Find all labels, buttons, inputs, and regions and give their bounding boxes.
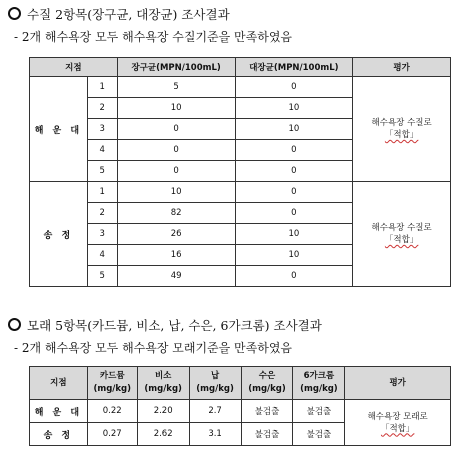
- header-arsenic-label: 비소: [154, 371, 172, 381]
- header-site: 지점: [30, 367, 88, 400]
- ecoli-value: 10: [235, 224, 353, 245]
- evaluation-cell: [353, 182, 451, 287]
- header-arsenic-unit: (mg/kg): [144, 384, 182, 394]
- ecoli-value: 10: [235, 245, 353, 266]
- station-no: 1: [87, 182, 117, 203]
- evaluation-cell: [353, 77, 451, 182]
- header-cadmium-unit: (mg/kg): [93, 384, 132, 394]
- ecoli-value: 0: [235, 182, 353, 203]
- evaluation-text: 해수욕장 수질로: [371, 223, 432, 233]
- table-header-row: [30, 367, 451, 400]
- header-mercury-label: 수은: [258, 371, 276, 381]
- lead-value: 3.1: [189, 423, 241, 446]
- header-mercury-unit: (mg/kg): [248, 384, 286, 394]
- station-no: 3: [87, 119, 117, 140]
- ecoli-value: 0: [235, 140, 353, 161]
- table-row: [30, 400, 451, 423]
- evaluation-result: 「적합」: [380, 423, 415, 434]
- site-name: 해 운 대: [30, 77, 88, 182]
- ecoli-value: 0: [235, 266, 353, 287]
- station-no: 1: [87, 77, 117, 98]
- header-lead: [189, 367, 241, 400]
- site-name: 송 정: [30, 182, 88, 287]
- station-no: 2: [87, 203, 117, 224]
- enterococcus-value: 82: [117, 203, 235, 224]
- header-lead-label: 납: [210, 371, 220, 381]
- header-site: 지점: [30, 58, 118, 77]
- station-no: 5: [87, 266, 117, 287]
- ecoli-value: 10: [235, 119, 353, 140]
- station-no: 2: [87, 98, 117, 119]
- evaluation-result: 「적합」: [384, 130, 419, 140]
- section2-title-text: 모래 5항목(카드뮴, 비소, 납, 수은, 6가크롬) 조사결과: [27, 318, 322, 333]
- enterococcus-value: 0: [117, 161, 235, 182]
- header-mercury: [241, 367, 293, 400]
- table-row: [30, 77, 451, 98]
- table-row: [30, 182, 451, 203]
- water-quality-table: [29, 57, 451, 287]
- arsenic-value: 2.62: [137, 423, 189, 446]
- enterococcus-value: 10: [117, 182, 235, 203]
- enterococcus-value: 0: [117, 140, 235, 161]
- evaluation-text: 해수욕장 수질로: [371, 118, 432, 128]
- header-evaluation: 평가: [345, 367, 451, 400]
- enterococcus-value: 49: [117, 266, 235, 287]
- cadmium-value: 0.27: [87, 423, 137, 446]
- lead-value: 2.7: [189, 400, 241, 423]
- header-chromium6: [293, 367, 345, 400]
- header-chromium6-unit: (mg/kg): [300, 384, 338, 394]
- ecoli-value: 0: [235, 203, 353, 224]
- evaluation-text: 해수욕장 모래로: [367, 411, 428, 422]
- enterococcus-value: 5: [117, 77, 235, 98]
- ecoli-value: 0: [235, 77, 353, 98]
- chromium6-value: 불검출: [293, 423, 345, 446]
- header-cadmium: [87, 367, 137, 400]
- mercury-value: 불검출: [241, 423, 293, 446]
- arsenic-value: 2.20: [137, 400, 189, 423]
- header-cadmium-label: 카드뮴: [99, 371, 125, 381]
- header-chromium6-label: 6가크롬: [303, 371, 335, 381]
- evaluation-cell: [345, 400, 451, 446]
- header-ecoli: 대장균(MPN/100mL): [235, 58, 353, 77]
- station-no: 3: [87, 224, 117, 245]
- table-header-row: [30, 58, 451, 77]
- sand-quality-table: [29, 366, 451, 446]
- enterococcus-value: 26: [117, 224, 235, 245]
- header-evaluation: 평가: [353, 58, 451, 77]
- header-enterococcus: 장구균(MPN/100mL): [117, 58, 235, 77]
- chromium6-value: 불검출: [293, 400, 345, 423]
- mercury-value: 불검출: [241, 400, 293, 423]
- station-no: 4: [87, 140, 117, 161]
- enterococcus-value: 0: [117, 119, 235, 140]
- ecoli-value: 0: [235, 161, 353, 182]
- header-arsenic: [137, 367, 189, 400]
- section1-title: [8, 7, 230, 23]
- enterococcus-value: 10: [117, 98, 235, 119]
- bullet-circle-icon: [8, 7, 21, 20]
- enterococcus-value: 16: [117, 245, 235, 266]
- site-name: 해 운 대: [30, 400, 88, 423]
- station-no: 5: [87, 161, 117, 182]
- section2-subtitle: - 2개 해수욕장 모두 해수욕장 모래기준을 만족하였음: [14, 341, 293, 355]
- section1-subtitle: - 2개 해수욕장 모두 해수욕장 수질기준을 만족하였음: [14, 30, 293, 44]
- site-name: 송 정: [30, 423, 88, 446]
- cadmium-value: 0.22: [87, 400, 137, 423]
- ecoli-value: 10: [235, 98, 353, 119]
- bullet-circle-icon: [8, 318, 21, 331]
- evaluation-result: 「적합」: [384, 235, 419, 245]
- section2-title: [8, 318, 322, 334]
- header-lead-unit: (mg/kg): [196, 384, 234, 394]
- station-no: 4: [87, 245, 117, 266]
- section1-title-text: 수질 2항목(장구균, 대장균) 조사결과: [27, 7, 230, 22]
